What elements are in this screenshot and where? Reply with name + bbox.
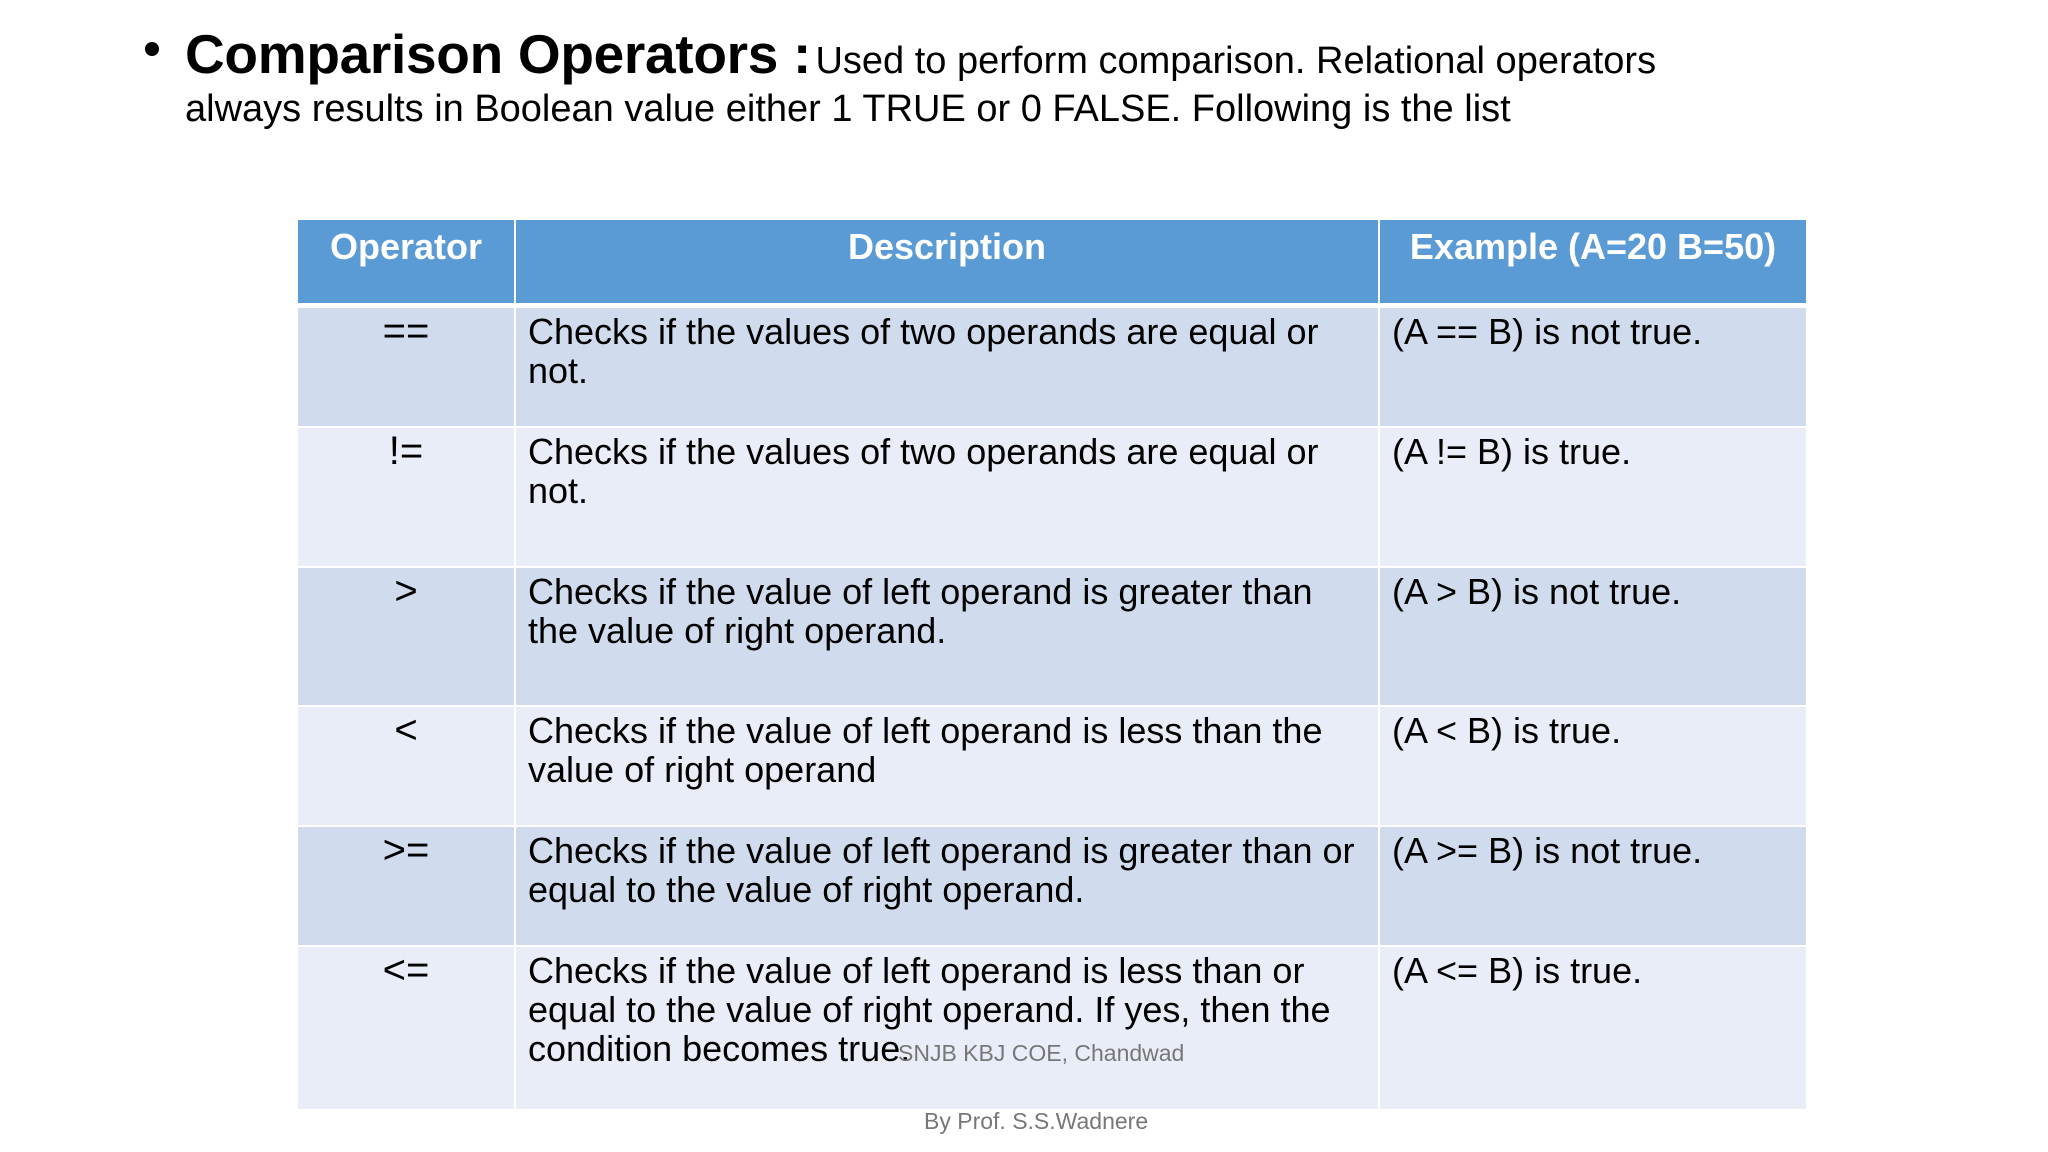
table-header-row: [297, 219, 1807, 306]
title-line: [185, 22, 1656, 86]
header-description: Description: [515, 219, 1379, 306]
example-cell: (A > B) is not true.: [1379, 567, 1807, 706]
table-row: [297, 567, 1807, 706]
example-cell: (A != B) is true.: [1379, 427, 1807, 567]
description-cell: Checks if the value of left operand is less than the value of right operand: [515, 706, 1379, 826]
description-cell: Checks if the value of left operand is less than or equal to the value of right operand. If yes, then the condition becomes true.: [515, 946, 1379, 1110]
example-cell: (A < B) is true.: [1379, 706, 1807, 826]
operator-cell: >=: [297, 826, 515, 946]
operator-cell: ==: [297, 306, 515, 428]
author-footer: By Prof. S.S.Wadnere: [924, 1108, 1149, 1134]
operator-cell: !=: [297, 427, 515, 567]
slide-heading: Comparison Operators :: [185, 23, 812, 85]
table-row: [297, 826, 1807, 946]
description-cell: Checks if the value of left operand is greater than the value of right operand.: [515, 567, 1379, 706]
institution-footer: SNJB KBJ COE, Chandwad: [898, 1040, 1185, 1066]
table-row: [297, 946, 1807, 1110]
example-cell: (A <= B) is true.: [1379, 946, 1807, 1110]
intro-text-line1: Used to perform comparison. Relational operators: [815, 40, 1657, 82]
table-row: [297, 706, 1807, 826]
description-cell: Checks if the value of left operand is greater than or equal to the value of right operand.: [515, 826, 1379, 946]
table-row: [297, 306, 1807, 428]
description-cell: Checks if the values of two operands are equal or not.: [515, 306, 1379, 428]
table-row: [297, 427, 1807, 567]
operators-table: [296, 218, 1808, 1111]
example-cell: (A == B) is not true.: [1379, 306, 1807, 428]
operator-cell: >: [297, 567, 515, 706]
example-cell: (A >= B) is not true.: [1379, 826, 1807, 946]
bullet-icon: [145, 42, 159, 56]
description-cell: Checks if the values of two operands are equal or not.: [515, 427, 1379, 567]
operator-cell: <: [297, 706, 515, 826]
intro-text-line2: always results in Boolean value either 1 TRUE or 0 FALSE. Following is the list: [185, 88, 1511, 130]
header-operator: Operator: [297, 219, 515, 306]
header-example: Example (A=20 B=50): [1379, 219, 1807, 306]
operator-cell: <=: [297, 946, 515, 1110]
